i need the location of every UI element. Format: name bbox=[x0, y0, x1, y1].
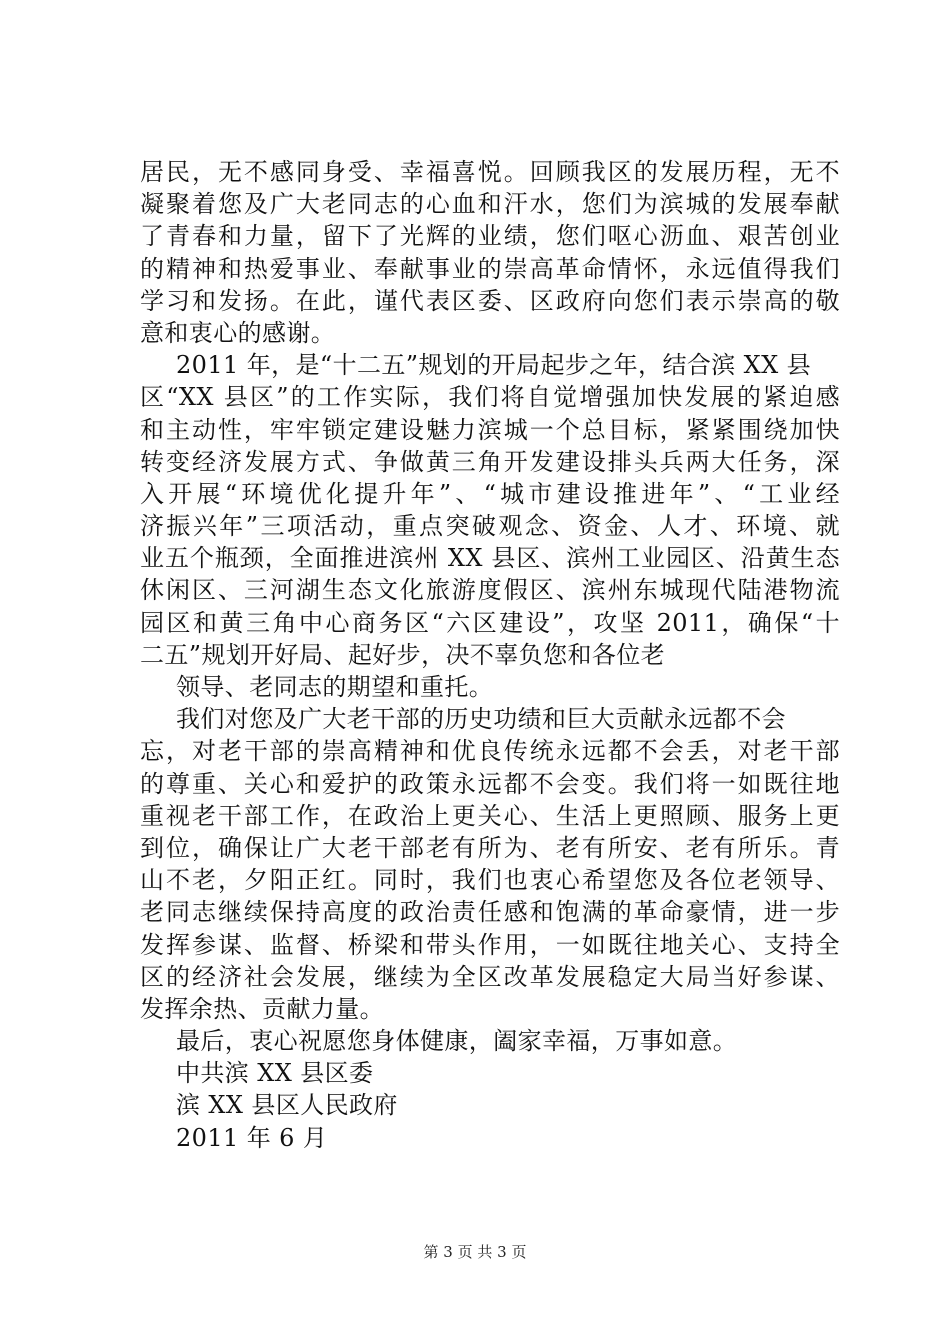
signature-party-committee: 中共滨 XX 县区委 bbox=[176, 1059, 374, 1088]
text-line: 区的经济社会发展，继续为全区改革发展稳定大局当好参谋、 bbox=[140, 962, 840, 991]
signature-date: 2011 年 6 月 bbox=[176, 1123, 328, 1152]
page-number-footer: 第 3 页 共 3 页 bbox=[423, 1243, 527, 1261]
text-line: 山不老，夕阳正红。同时，我们也衷心希望您及各位老领导、 bbox=[140, 866, 840, 895]
signature-government: 滨 XX 县区人民政府 bbox=[176, 1091, 398, 1120]
text-line: 发挥参谋、监督、桥梁和带头作用，一如既往地关心、支持全 bbox=[140, 930, 840, 959]
text-line: 业五个瓶颈，全面推进滨州 XX 县区、滨州工业园区、沿黄生态 bbox=[140, 544, 840, 573]
text-line: 意和衷心的感谢。 bbox=[140, 318, 336, 347]
letter-body bbox=[140, 156, 840, 1154]
text-line: 的精神和热爱事业、奉献事业的崇高革命情怀，永远值得我们 bbox=[140, 254, 840, 283]
closing-wish: 最后，衷心祝愿您身体健康，阖家幸福，万事如意。 bbox=[176, 1027, 738, 1056]
text-line: 了青春和力量，留下了光辉的业绩，您们呕心沥血、艰苦创业 bbox=[140, 222, 840, 251]
text-line: 重视老干部工作，在政治上更关心、生活上更照顾、服务上更 bbox=[140, 801, 840, 830]
text-line: 忘，对老干部的崇高精神和优良传统永远都不会丢，对老干部 bbox=[140, 737, 840, 766]
text-line: 到位，确保让广大老干部老有所为、老有所安、老有所乐。青 bbox=[140, 833, 840, 862]
text-line: 济振兴年”三项活动，重点突破观念、资金、人才、环境、就 bbox=[140, 512, 840, 541]
text-line: 园区和黄三角中心商务区“六区建设”，攻坚 2011，确保“十 bbox=[140, 608, 840, 637]
text-line: 二五”规划开好局、起好步，决不辜负您和各位老 bbox=[140, 640, 666, 669]
text-line: 学习和发扬。在此，谨代表区委、区政府向您们表示崇高的敬 bbox=[140, 286, 840, 315]
text-line: 居民，无不感同身受、幸福喜悦。回顾我区的发展历程，无不 bbox=[140, 158, 840, 186]
text-line: 凝聚着您及广大老同志的心血和汗水，您们为滨城的发展奉献 bbox=[140, 190, 840, 219]
text-line: 领导、老同志的期望和重托。 bbox=[176, 673, 494, 701]
text-line: 的尊重、关心和爱护的政策永远都不会变。我们将一如既往地 bbox=[140, 769, 840, 798]
text-line: 发挥余热、贡献力量。 bbox=[140, 994, 384, 1023]
text-line: 入开展“环境优化提升年”、“城市建设推进年”、“工业经 bbox=[140, 479, 840, 508]
text-line: 休闲区、三河湖生态文化旅游度假区、滨州东城现代陆港物流 bbox=[140, 576, 840, 605]
text-line: 区“XX 县区”的工作实际，我们将自觉增强加快发展的紧迫感 bbox=[140, 383, 840, 412]
text-line: 老同志继续保持高度的政治责任感和饱满的革命豪情，进一步 bbox=[140, 898, 840, 927]
text-line: 和主动性，牢牢锁定建设魅力滨城一个总目标，紧紧围绕加快 bbox=[140, 415, 840, 444]
paragraph-start-line: 2011 年，是“十二五”规划的开局起步之年，结合滨 XX 县 bbox=[176, 351, 812, 380]
text-line: 转变经济发展方式、争做黄三角开发建设排头兵两大任务，深 bbox=[140, 447, 840, 476]
paragraph-start-line: 我们对您及广大老干部的历史功绩和巨大贡献永远都不会 bbox=[176, 705, 786, 734]
